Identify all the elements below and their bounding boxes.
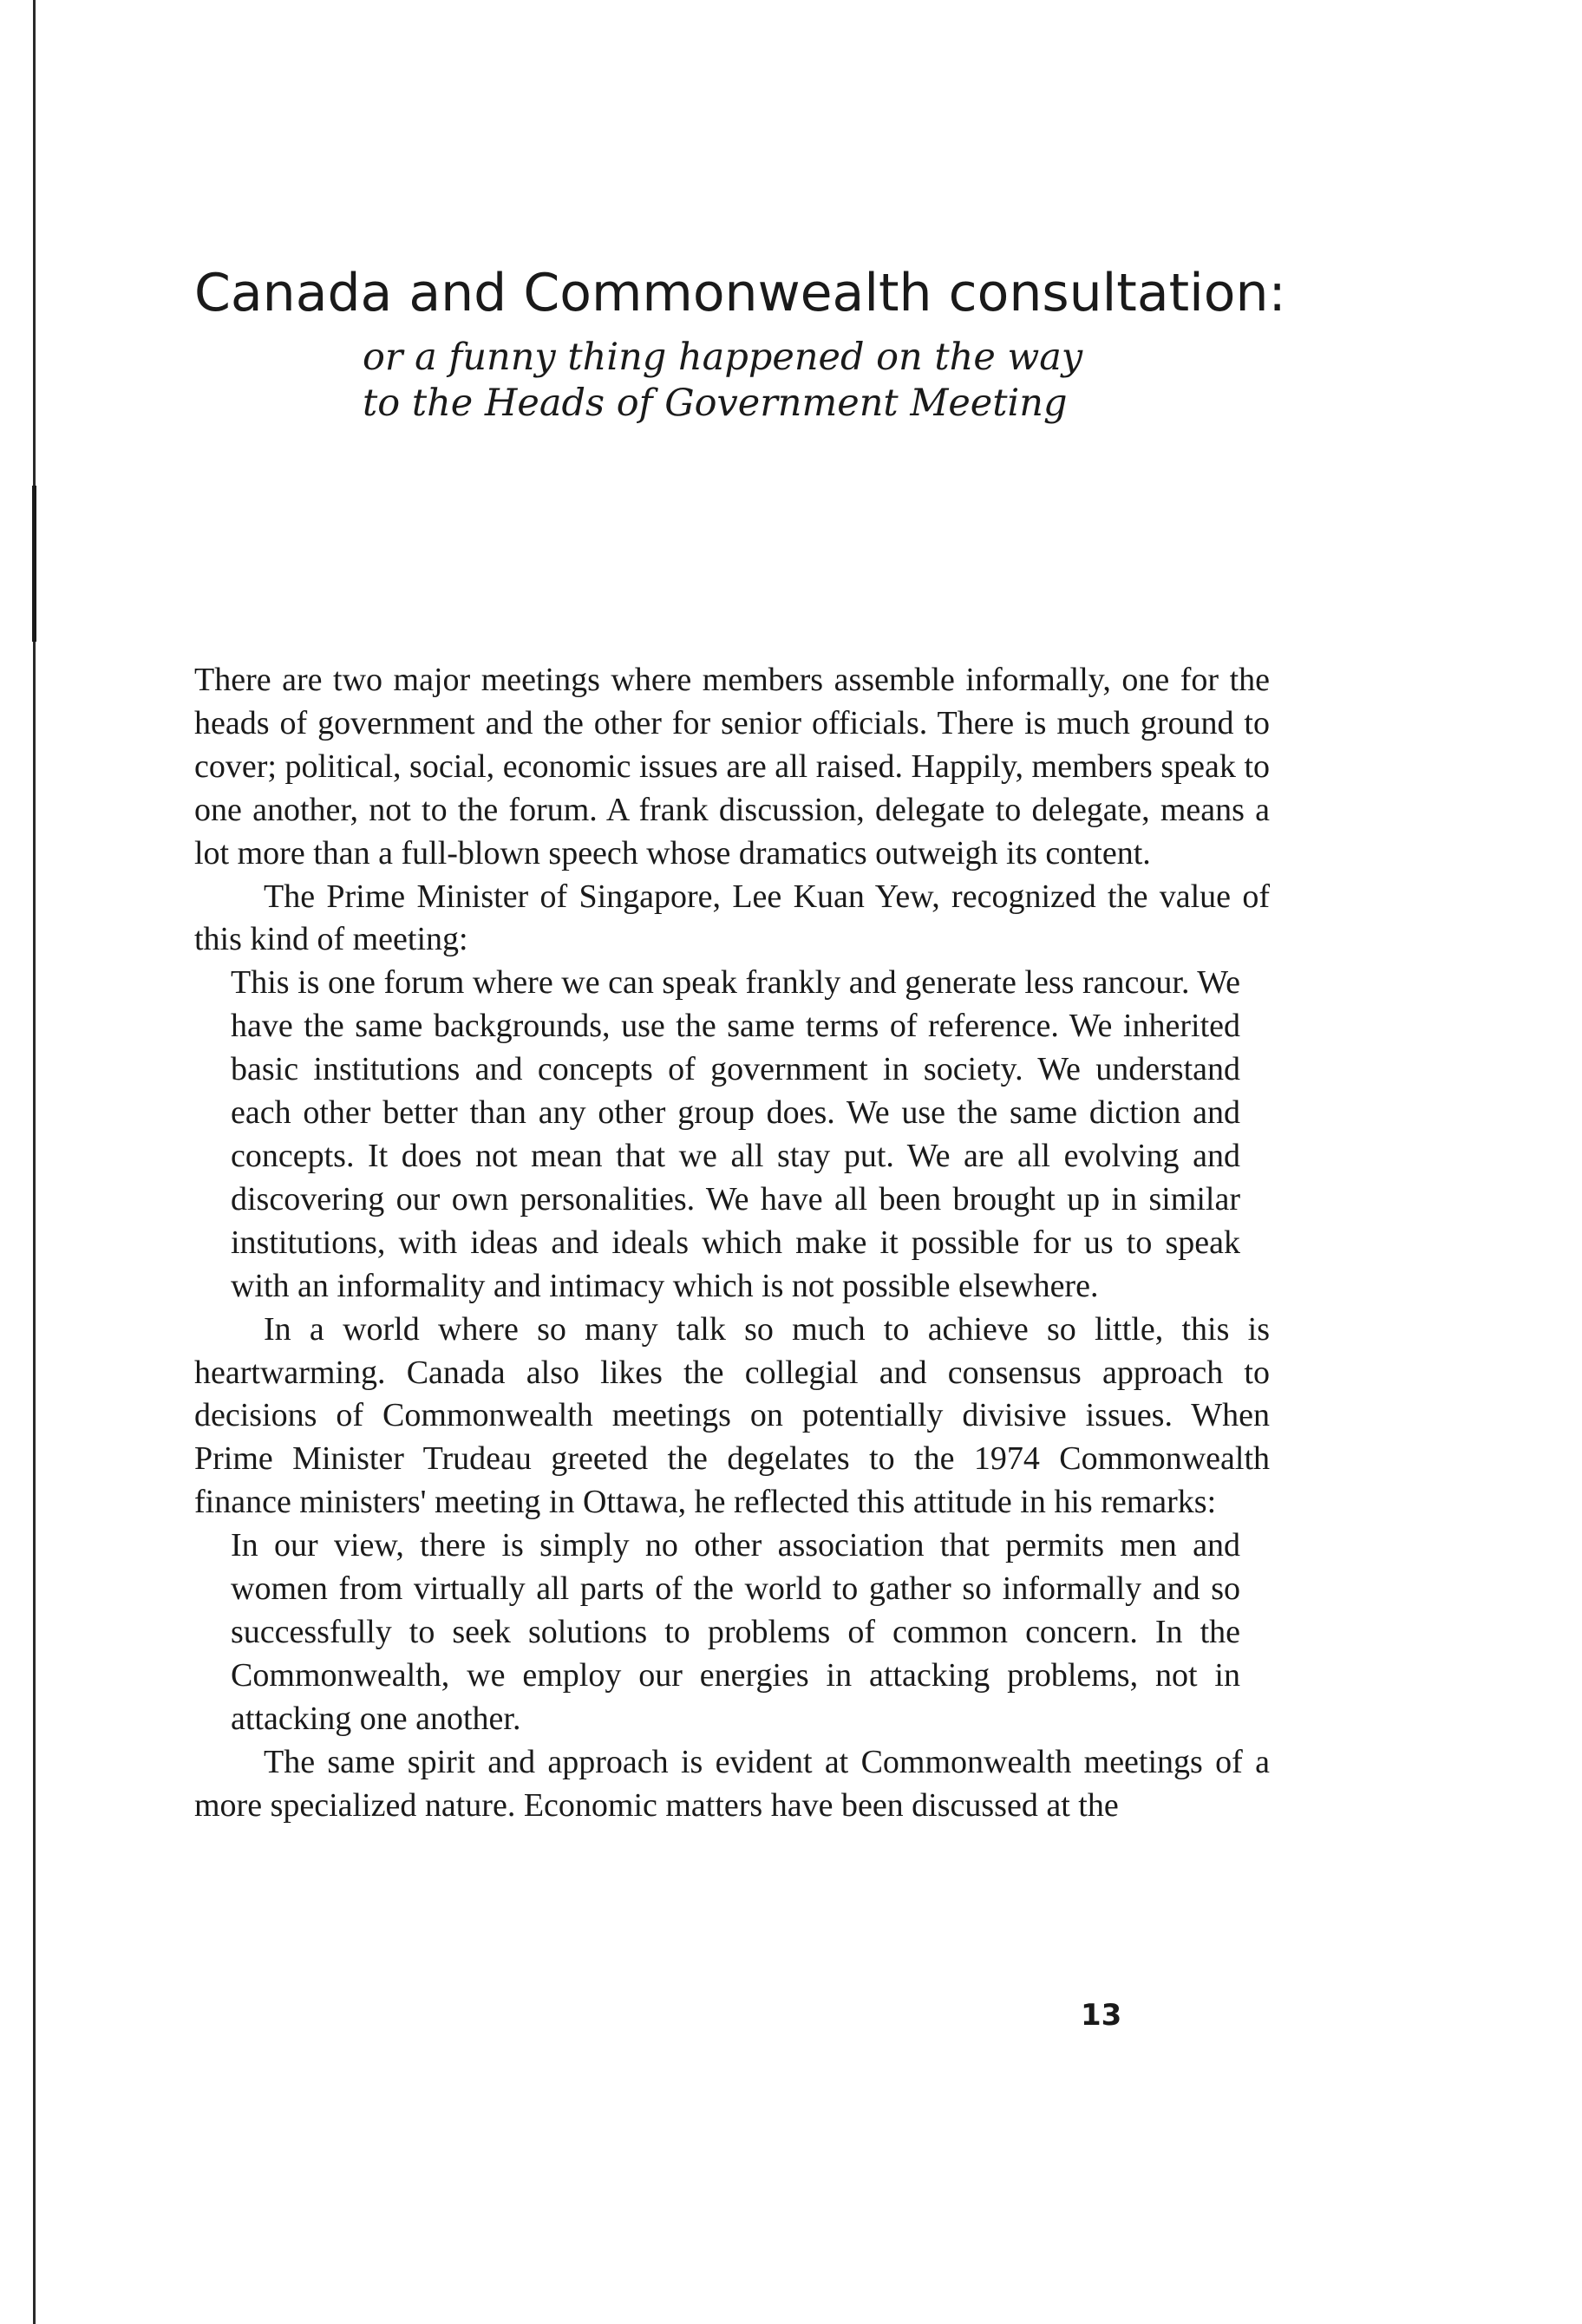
scan-binding-edge (33, 0, 36, 2324)
paragraph-3: In a world where so many talk so much to achieve so little, this is heartwarming. Canada also likes the collegial and consensus approach to decisions of Commonwealth meetings on potentially divisive issues. When Prime Minister Trudeau greeted the degelates to the 1974 Commonwealth finance ministers' meeting in Ottawa, he reflected this attitude in his remarks: (194, 1310, 1270, 1521)
quote-lee-kuan-yew: This is one forum where we can speak frankly and generate less rancour. We have the same backgrounds, use the same terms of reference. We inherited basic institutions and concepts of government in society. We understand each other better than any other group does. We use the same diction and concepts. It does not mean that we all stay put. We are all evolving and discovering our own personalities. We have all been brought up in similar institutions, with ideas and ideals which make it possible for us to speak with an informality and intimacy which is not possible elsewhere. (231, 964, 1240, 1304)
paragraph-1: There are two major meetings where members assemble informally, one for the heads of government and the other for senior officials. There is much ground to cover; political, social, economic issues are all raised. Happily, members speak to one another, not to the forum. A frank discussion, delegate to delegate, means a lot more than a full-blown speech whose dramatics outweigh its content. (194, 662, 1270, 872)
scan-binding-shadow (32, 486, 36, 642)
page-number: 13 (1081, 1998, 1122, 2033)
subtitle-line-1: or a funny thing happened on the way (363, 336, 1083, 379)
article-body (194, 659, 1270, 1827)
subtitle-line-2: to the Heads of Government Meeting (363, 382, 1068, 425)
quote-trudeau: In our view, there is simply no other association that permits men and women from virtually all parts of the world to gather so informally and so successfully to seek solutions to problems of common concern. In the Commonwealth, we employ our energies in attacking problems, not in attacking one another. (231, 1527, 1240, 1737)
paragraph-4: The same spirit and approach is evident at Commonwealth meetings of a more specialized nature. Economic matters have been discussed at the (194, 1743, 1270, 1824)
paragraph-2: The Prime Minister of Singapore, Lee Kuan Yew, recognized the value of this kind of meeting: (194, 878, 1270, 958)
article-subtitle (363, 335, 1082, 427)
article-title: Canada and Commonwealth consultation: (194, 263, 1286, 323)
